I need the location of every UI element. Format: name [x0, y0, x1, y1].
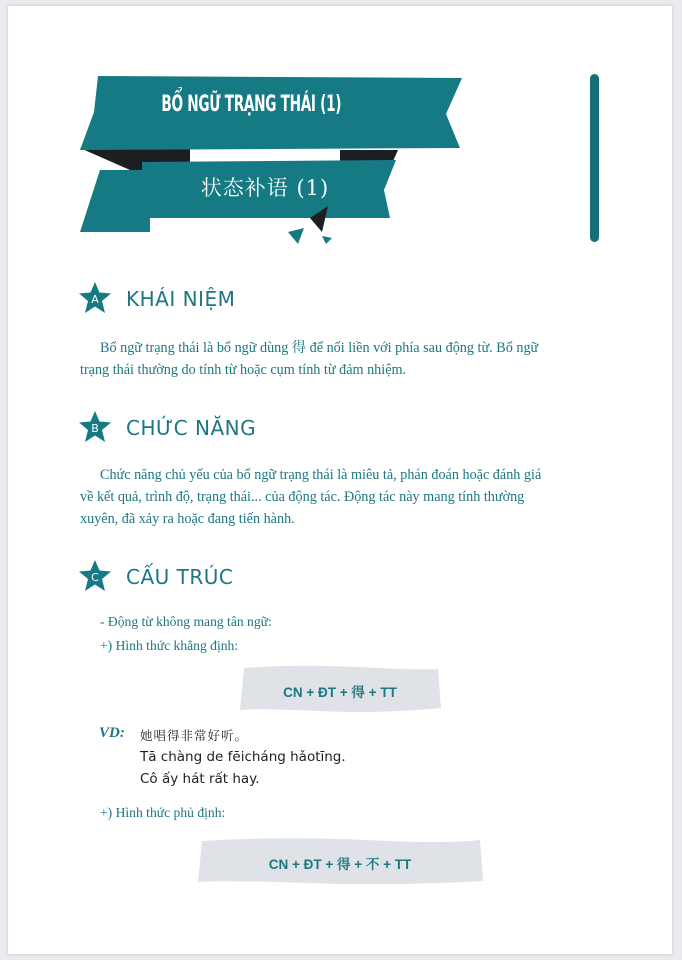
negative-label: +) Hình thức phủ định: — [100, 805, 226, 820]
structure-note: - Động từ không mang tân ngữ: — [100, 614, 272, 629]
paragraph-line: về kết quả, trình độ, trạng thái... của động tác. Động tác này mang tính thường — [80, 489, 525, 505]
example-label: VD: — [99, 725, 125, 741]
negative-formula: CN + ĐT + 得 + 不 + TT — [268, 857, 412, 872]
paragraph-line: xuyên, đã xảy ra hoặc đang tiến hành. — [80, 511, 295, 527]
section-title: CHỨC NĂNG — [126, 416, 257, 440]
side-accent-bar — [590, 74, 599, 242]
section-b-paragraph — [80, 464, 610, 530]
banner-title-chinese: 状态补语 (1) — [200, 176, 330, 200]
paragraph-line: trạng thái thường do tính từ hoặc cụm tính từ đảm nhiệm. — [80, 362, 407, 378]
section-title: CẤU TRÚC — [126, 565, 234, 589]
section-title: KHÁI NIỆM — [126, 287, 236, 311]
negative-formula-box — [196, 836, 484, 886]
section-a-paragraph — [80, 337, 610, 381]
example-pinyin: Tā chàng de fēicháng hǎotīng. — [140, 749, 346, 765]
section-letter: B — [91, 422, 99, 435]
example-vietnamese: Cô ấy hát rất hay. — [140, 771, 260, 787]
paragraph-line: Bổ ngữ trạng thái là bổ ngữ dùng 得 để nối liền với phía sau động từ. Bổ ngữ — [100, 340, 539, 356]
affirmative-formula: CN + ĐT + 得 + TT — [283, 685, 397, 700]
section-letter: C — [91, 571, 99, 584]
paragraph-line: Chức năng chủ yếu của bổ ngữ trạng thái là miêu tả, phán đoán hoặc đánh giá — [100, 467, 542, 483]
affirmative-formula-box — [238, 664, 442, 714]
affirmative-label: +) Hình thức khẳng định: — [100, 638, 239, 653]
section-letter: A — [91, 293, 99, 306]
example-chinese: 她唱得非常好听。 — [140, 728, 249, 743]
banner-title-vietnamese: BỔ NGỮ TRẠNG THÁI (1) — [161, 92, 342, 117]
